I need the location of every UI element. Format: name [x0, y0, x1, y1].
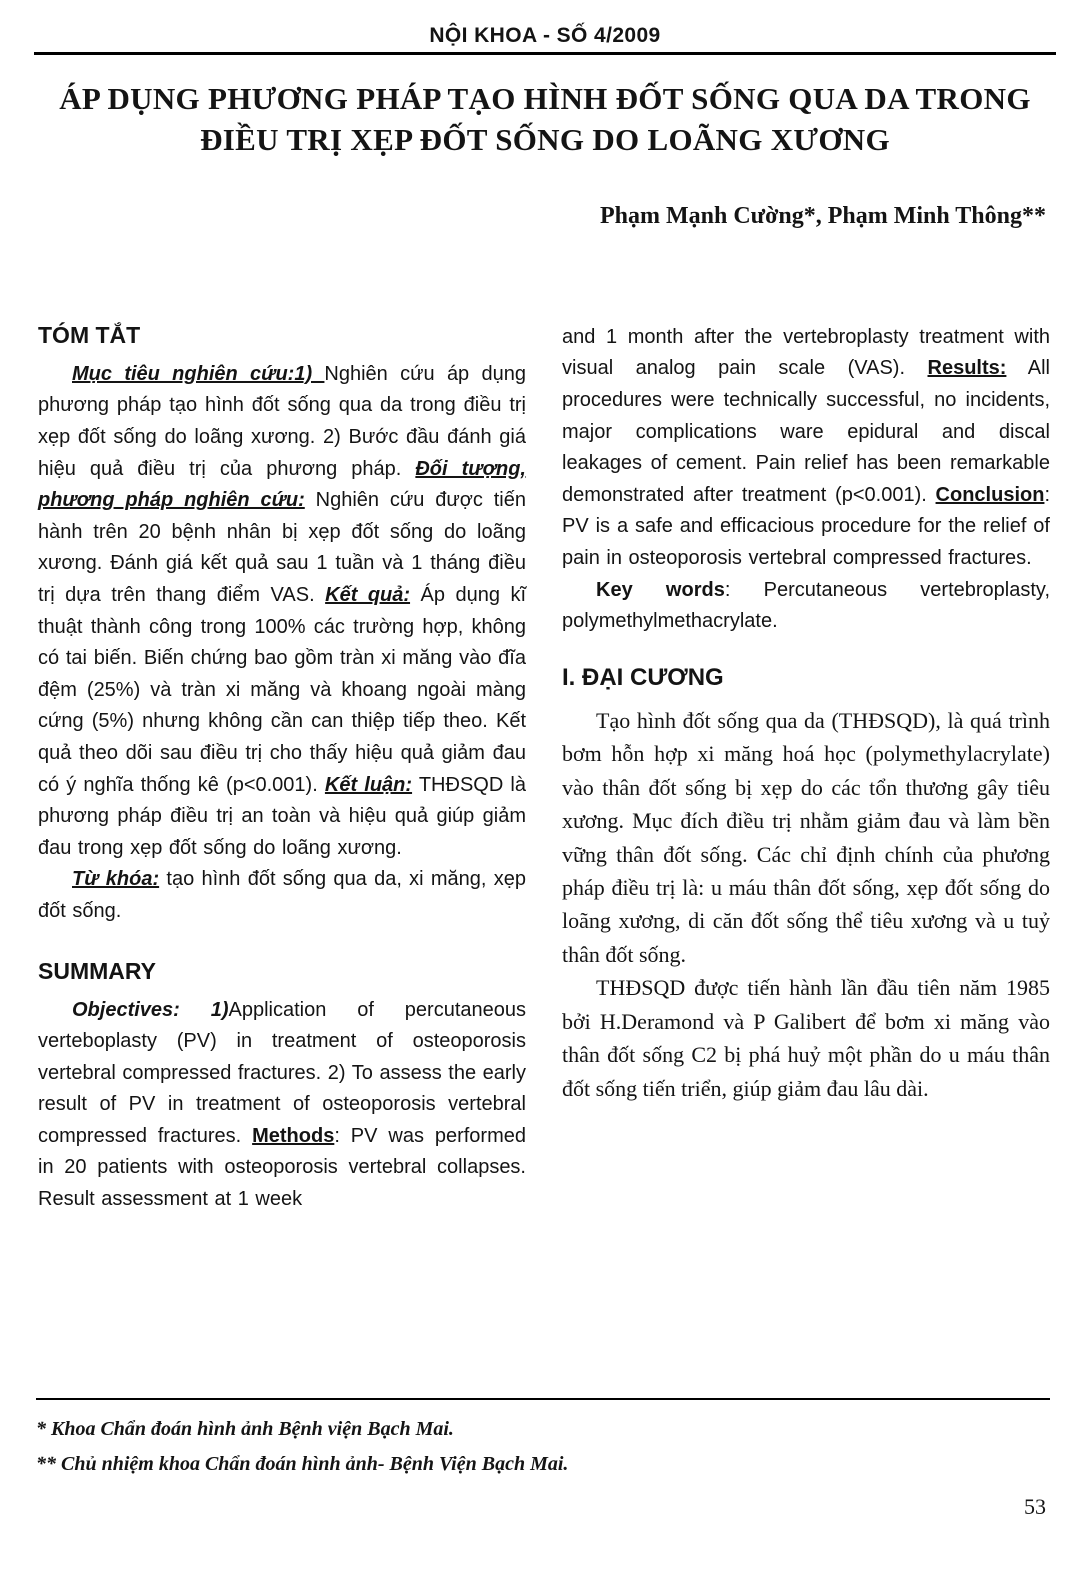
section-1-paragraph-1: Tạo hình đốt sống qua da (THĐSQD), là quá trình bơm hỗn hợp xi măng hoá học (polymethylacrylate) vào thân đốt sống bị xẹp do các tổn thương gây tiêu xương. Mục đích điều trị nhằm giảm đau và làm bền vững thân đốt sống. Các chỉ định chính của phương pháp điều trị là: u máu thân đốt sống, xẹp đốt sống do loãng xương, di căn đốt sống thể tiêu xương và u tuỷ thân đốt sống.: [562, 707, 1050, 967]
text-segment: Results:: [927, 357, 1007, 380]
text-segment: Application of percutaneous verteboplasty (PV) in treatment of osteoporosis vertebral compressed fractures. 2) To assess the early result of PV in treatment of osteoporosis vertebral compressed fractures.: [38, 998, 526, 1147]
text-segment: Conclusion: [935, 483, 1045, 506]
text-segment: Mục tiêu nghiên cứu:1): [72, 362, 325, 385]
summary-heading: SUMMARY: [38, 957, 156, 984]
footnote-1: * Khoa Chẩn đoán hình ảnh Bệnh viện Bạch Mai.: [36, 1418, 454, 1440]
text-segment: Nghiên cứu được tiến hành trên 20 bệnh nhân bị xẹp đốt sống do loãng xương. Đánh giá kết quả sau 1 tuần và 1 tháng điều trị dựa trên thang điểm VAS.: [38, 489, 526, 606]
text-segment: Kết quả:: [325, 583, 411, 606]
text-segment: : PV was performed in 20 patients with osteoporosis vertebral collapses. Result assessment at 1 week: [38, 1124, 526, 1211]
page-number: 53: [1024, 1494, 1046, 1519]
footnote-2: ** Chủ nhiệm khoa Chẩn đoán hình ảnh- Bệnh Viện Bạch Mai.: [36, 1453, 569, 1475]
text-segment: Objectives: 1): [72, 998, 229, 1021]
page-header: [0, 0, 1090, 55]
text-segment: Methods: [252, 1124, 335, 1147]
article-body: [38, 322, 1050, 1216]
text-segment: : PV is a safe and efficacious procedure for the relief of pain in osteoporosis vertebral compressed fractures.: [562, 483, 1050, 569]
footnote-rule: [36, 1398, 1050, 1400]
page-footer: [36, 1398, 1050, 1519]
keywords-vi-paragraph: [38, 864, 526, 927]
text-segment: Key words: [596, 578, 725, 601]
summary-continuation-paragraph: [562, 322, 1050, 575]
text-segment: THĐSQD là phương pháp điều trị an toàn và hiệu quả giúp giảm đau trong xẹp đốt sống do loãng xương.: [38, 773, 526, 859]
text-segment: Đối tượng, phương pháp nghiên cứu:: [38, 457, 526, 512]
keywords-en-paragraph: [562, 575, 1050, 638]
text-segment: and 1 month after the vertebroplasty treatment with visual analog pain scale (VAS).: [562, 325, 1050, 380]
article-title-line1: ÁP DỤNG PHƯƠNG PHÁP TẠO HÌNH ĐỐT SỐNG QUA DA TRONG: [59, 81, 1031, 116]
text-segment: Áp dụng kĩ thuật thành công trong 100% các trường hợp, không có tai biến. Biến chứng bao gồm tràn xi măng vào đĩa đệm (25%) và tràn xi măng và khoang ngoài màng cứng (5%) nhưng không cần can thiệp tiếp theo. Kết quả theo dõi sau điều trị cho thấy hiệu quả giảm đau có ý nghĩa thống kê (p<0.001).: [38, 583, 526, 796]
text-segment: Kết luận:: [324, 773, 413, 796]
section-1-paragraph-2: THĐSQD được tiến hành lần đầu tiên năm 1985 bởi H.Deramond và P Galibert để bơm xi măng vào thân đốt sống C2 bị phá huỷ một phần do u máu thân đốt sống tiến triển, giúp giảm đau lâu dài.: [562, 975, 1050, 1101]
abstract-paragraph: [38, 359, 526, 865]
journal-header: NỘI KHOA - SỐ 4/2009: [429, 24, 661, 47]
header-rule: [34, 52, 1056, 55]
text-segment: : Percutaneous vertebroplasty, polymethylmethacrylate.: [562, 578, 1050, 633]
right-column: [562, 322, 1050, 1105]
text-segment: All procedures were technically successful, no incidents, major complications ware epidural and discal leakages of cement. Pain relief has been remarkable demonstrated after treatment (p<0.001).: [562, 357, 1051, 506]
article-title: [40, 79, 1050, 161]
section-1-heading: I. ĐẠI CƯƠNG: [562, 663, 724, 691]
text-segment: Từ khóa:: [72, 868, 160, 891]
text-segment: tạo hình đốt sống qua da, xi măng, xẹp đốt sống.: [38, 868, 527, 922]
authors: Phạm Mạnh Cường*, Phạm Minh Thông**: [599, 202, 1046, 229]
article-title-line2: ĐIỀU TRỊ XẸP ĐỐT SỐNG DO LOÃNG XƯƠNG: [200, 121, 890, 157]
left-column: [38, 322, 526, 1216]
abstract-heading: TÓM TẮT: [38, 321, 141, 348]
text-segment: Nghiên cứu áp dụng phương pháp tạo hình đốt sống qua da trong điều trị xẹp đốt sống do loãng xương. 2) Bước đầu đánh giá hiệu quả điều trị của phương pháp.: [38, 362, 526, 480]
summary-paragraph: [38, 995, 526, 1216]
